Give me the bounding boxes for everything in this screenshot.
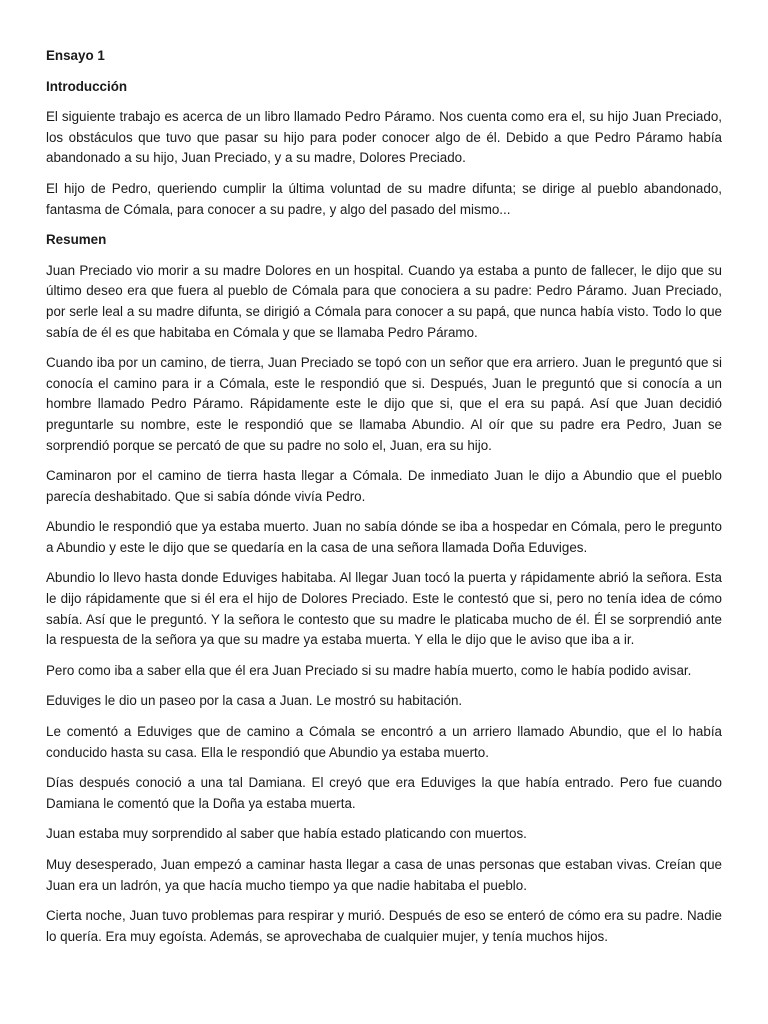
document-page xyxy=(46,46,722,957)
summary-paragraph: Abundio lo llevo hasta donde Eduviges habitaba. Al llegar Juan tocó la puerta y rápidamente abrió la señora. Esta le dijo rápidamente que si él era el hijo de Dolores Preciado. Este le contestó que si, pero no tenía idea de cómo sabía. Así que le preguntó. Y la señora le contesto que su madre le platicaba mucho de él. Él se sorprendió ante la respuesta de la señora ya que su madre ya estaba muerta. Y ella le dijo que le aviso que iba a ir. xyxy=(46,570,722,648)
summary-paragraph: Le comentó a Eduviges que de camino a Cómala se encontró a un arriero llamado Abundio, que el lo había conducido hasta su casa. Ella le respondió que Abundio ya estaba muerto. xyxy=(46,724,722,760)
summary-paragraph: Eduviges le dio un paseo por la casa a Juan. Le mostró su habitación. xyxy=(46,693,463,709)
summary-heading: Resumen xyxy=(46,232,107,248)
summary-paragraph: Caminaron por el camino de tierra hasta llegar a Cómala. De inmediato Juan le dijo a Abundio que el pueblo parecía deshabitado. Que si sabía dónde vivía Pedro. xyxy=(46,468,722,504)
introduction-paragraph: El siguiente trabajo es acerca de un libro llamado Pedro Páramo. Nos cuenta como era el, su hijo Juan Preciado, los obstáculos que tuvo que pasar su hijo para poder conocer algo de él. Debido a que Pedro Páramo había abandonado a su hijo, Juan Preciado, y a su madre, Dolores Preciado. xyxy=(46,109,722,166)
introduction-heading: Introducción xyxy=(46,78,128,94)
document-title: Ensayo 1 xyxy=(46,48,105,63)
introduction-paragraph: El hijo de Pedro, queriendo cumplir la última voluntad de su madre difunta; se dirige al pueblo abandonado, fantasma de Cómala, para conocer a su padre, y algo del pasado del mismo... xyxy=(46,180,722,217)
summary-paragraph: Pero como iba a saber ella que él era Juan Preciado si su madre había muerto, como le había podido avisar. xyxy=(46,662,692,678)
summary-paragraph: Cuando iba por un camino, de tierra, Juan Preciado se topó con un señor que era arriero. Juan le preguntó que si conocía el camino para ir a Cómala, este le respondió que si. Después, Juan le preguntó que si conocía a un hombre llamado Pedro Páramo. Rápidamente este le dijo que si, que el era su papá. Así que Juan decidió preguntarle su nombre, este le respondió que se llamaba Abundio. Al oír que su padre era Pedro, Juan se sorprendió porque se percató de que su padre no solo el, Juan, era su hijo. xyxy=(46,355,722,453)
summary-paragraph: Juan Preciado vio morir a su madre Dolores en un hospital. Cuando ya estaba a punto de fallecer, le dijo que su último deseo era que fuera al pueblo de Cómala para que conociera a su padre: Pedro Páramo. Juan Preciado, por serle leal a su madre difunta, se dirigió a Cómala para conocer a su papá, que nunca había visto. Todo lo que sabía de él es que habitaba en Cómala y que se llamaba Pedro Páramo. xyxy=(46,262,722,340)
summary-paragraph: Cierta noche, Juan tuvo problemas para respirar y murió. Después de eso se enteró de cómo era su padre. Nadie lo quería. Era muy egoísta. Además, se aprovechaba de cualquier mujer, y tenía muchos hijos. xyxy=(46,908,722,944)
summary-paragraph: Juan estaba muy sorprendido al saber que había estado platicando con muertos. xyxy=(46,826,527,842)
summary-paragraph: Abundio le respondió que ya estaba muerto. Juan no sabía dónde se iba a hospedar en Cómala, pero le pregunto a Abundio y este le dijo que se quedaría en la casa de una señora llamada Doña Eduviges. xyxy=(46,519,722,555)
summary-paragraph: Días después conoció a una tal Damiana. El creyó que era Eduviges la que había entrado. Pero fue cuando Damiana le comentó que la Doña ya estaba muerta. xyxy=(46,775,722,811)
summary-paragraph: Muy desesperado, Juan empezó a caminar hasta llegar a casa de unas personas que estaban vivas. Creían que Juan era un ladrón, ya que hacía mucho tiempo ya que nadie habitaba el pueblo. xyxy=(46,857,722,893)
